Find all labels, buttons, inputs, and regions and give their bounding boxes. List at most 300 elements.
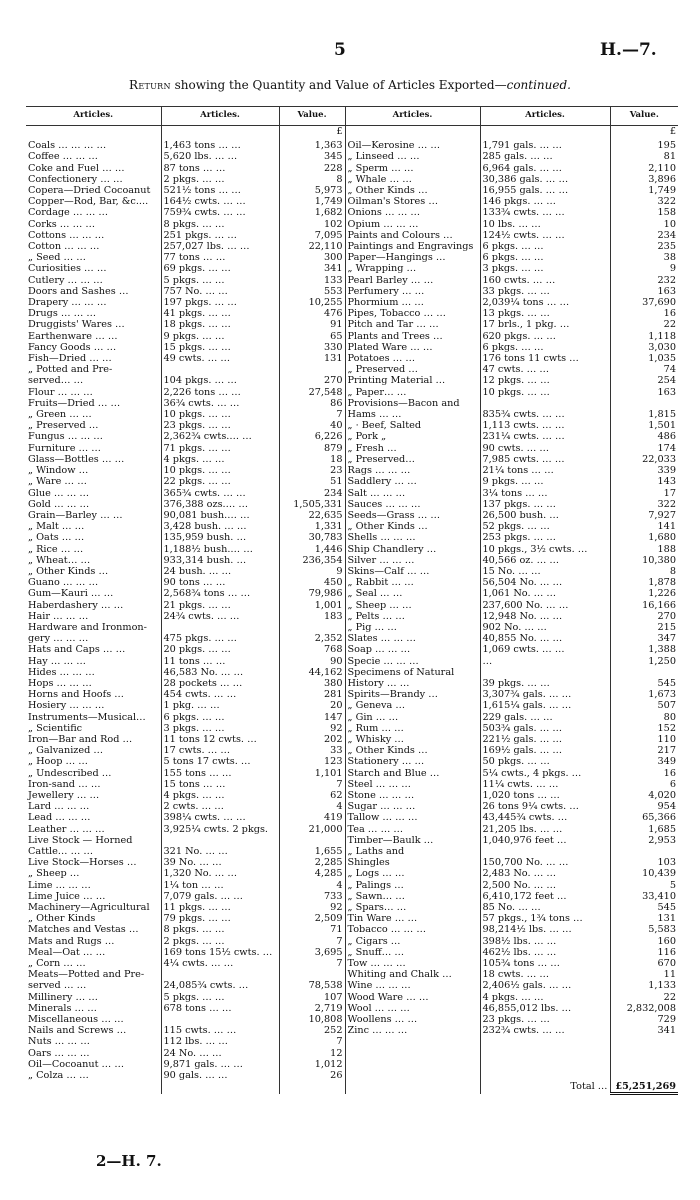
article-value: 183 bbox=[279, 611, 345, 622]
article-name: Soap … … … bbox=[345, 644, 480, 655]
article-quantity: 40,855 No. … … bbox=[480, 633, 610, 644]
article-name: Furniture … … bbox=[28, 442, 101, 454]
article-name bbox=[345, 1036, 480, 1047]
article-quantity: 3¼ tons … … bbox=[480, 488, 610, 499]
article-quantity: 21 pkgs. … … bbox=[161, 600, 279, 611]
article-name: „ Sheep … bbox=[28, 868, 80, 880]
article-quantity: 1,615¼ gals. … … bbox=[480, 700, 610, 711]
article-quantity: 257,027 lbs. … … bbox=[161, 241, 279, 252]
table-row bbox=[26, 185, 678, 196]
page-number: 5 bbox=[334, 40, 346, 60]
table-row bbox=[26, 611, 678, 622]
article-name: Coals … … … … bbox=[28, 140, 107, 152]
article-value: 7 bbox=[279, 779, 345, 790]
article-name: Zinc … … … bbox=[345, 1025, 480, 1036]
article-quantity: 321 No. … … bbox=[161, 846, 279, 857]
article-quantity bbox=[480, 1059, 610, 1070]
article-value: 38 bbox=[610, 252, 678, 263]
article-quantity: 24¾ cwts. … … bbox=[161, 611, 279, 622]
article-name: „ Cigars … bbox=[345, 936, 480, 947]
article-name: Paints and Colours … bbox=[345, 230, 480, 241]
article-quantity: 7,985 cwts. … … bbox=[480, 454, 610, 465]
article-name: Horns and Hoofs … bbox=[28, 689, 124, 701]
article-name: „ Pig … … bbox=[345, 622, 480, 633]
article-quantity: 5 tons 17 cwts. … bbox=[161, 756, 279, 767]
article-name: Tow … … … bbox=[345, 958, 480, 969]
article-name: Hams … … bbox=[345, 409, 480, 420]
article-quantity: 57 pkgs., 1¾ tons … bbox=[480, 913, 610, 924]
article-value: 1,501 bbox=[610, 420, 678, 431]
article-quantity: 5 pkgs. … … bbox=[161, 992, 279, 1003]
article-name: Matches and Vestas … bbox=[28, 924, 139, 936]
article-value: 80 bbox=[610, 712, 678, 723]
table-row bbox=[26, 353, 678, 364]
table-row bbox=[26, 992, 678, 1003]
article-name: Specimens of Natural bbox=[345, 667, 480, 678]
article-value: 8 bbox=[610, 566, 678, 577]
table-row bbox=[26, 600, 678, 611]
article-value: 158 bbox=[610, 207, 678, 218]
article-quantity: 11 tons … … bbox=[161, 656, 279, 667]
article-quantity: 17 brls., 1 pkg. … bbox=[480, 319, 610, 330]
article-value: 270 bbox=[610, 611, 678, 622]
article-name: „ Seed … … bbox=[28, 252, 86, 264]
article-name: Earthenware … … bbox=[28, 330, 118, 342]
article-quantity bbox=[161, 364, 279, 375]
article-name: Spirits—Brandy … bbox=[345, 689, 480, 700]
article-quantity: 9,871 gals. … … bbox=[161, 1059, 279, 1070]
table-row bbox=[26, 342, 678, 353]
article-name: „ Potted and Pre- bbox=[28, 364, 113, 376]
article-value: 22 bbox=[610, 319, 678, 330]
article-value: 110 bbox=[610, 734, 678, 745]
article-name: „ Fresh … bbox=[345, 443, 480, 454]
article-value: 7,095 bbox=[279, 230, 345, 241]
article-name: „ Preserved … bbox=[28, 420, 99, 432]
article-name: „ Gin … … bbox=[345, 712, 480, 723]
article-value: 10 bbox=[610, 219, 678, 230]
article-quantity: 71 pkgs. … … bbox=[161, 443, 279, 454]
article-quantity: 398¼ cwts. … … bbox=[161, 812, 279, 823]
article-value: 22,635 bbox=[279, 510, 345, 521]
article-name: Lime … … … bbox=[28, 879, 91, 891]
article-value: 9 bbox=[279, 566, 345, 577]
article-value: 733 bbox=[279, 891, 345, 902]
article-name: Cutlery … … … bbox=[28, 274, 103, 286]
article-quantity bbox=[480, 398, 610, 409]
article-value: 234 bbox=[610, 230, 678, 241]
article-name: Confectionery … … bbox=[28, 173, 123, 185]
article-name: Curiosities … … bbox=[28, 263, 107, 275]
article-name: Doors and Sashes … bbox=[28, 285, 129, 297]
table-row bbox=[26, 555, 678, 566]
article-name: Lime Juice … … bbox=[28, 890, 106, 902]
table-row bbox=[26, 712, 678, 723]
article-value: 22,033 bbox=[610, 454, 678, 465]
article-value: 16 bbox=[610, 768, 678, 779]
table-row bbox=[26, 1036, 678, 1047]
article-value bbox=[610, 1059, 678, 1070]
article-name: served… … bbox=[28, 375, 84, 387]
table-row bbox=[26, 331, 678, 342]
article-name: Hats and Caps … … bbox=[28, 644, 126, 656]
article-name: Skins—Calf … … bbox=[345, 566, 480, 577]
article-quantity: 1,463 tons … … bbox=[161, 137, 279, 151]
article-quantity: 232¾ cwts. … … bbox=[480, 1025, 610, 1036]
table-row bbox=[26, 824, 678, 835]
table-row bbox=[26, 297, 678, 308]
article-name: Iron—Bar and Rod … bbox=[28, 733, 133, 745]
article-value bbox=[610, 667, 678, 678]
article-name: Rags … … … bbox=[345, 465, 480, 476]
article-quantity bbox=[161, 835, 279, 846]
article-name: Shells … … … bbox=[345, 532, 480, 543]
article-name: Whiting and Chalk … bbox=[345, 969, 480, 980]
article-quantity: 11 pkgs. … … bbox=[161, 902, 279, 913]
table-row bbox=[26, 443, 678, 454]
article-quantity: 2,568¾ tons … … bbox=[161, 588, 279, 599]
article-quantity: 1,020 tons … … bbox=[480, 790, 610, 801]
article-name: Wine … … … bbox=[345, 980, 480, 991]
article-quantity: 365¾ cwts. … … bbox=[161, 488, 279, 499]
article-value: 26 bbox=[279, 1070, 345, 1081]
article-value bbox=[610, 1070, 678, 1081]
table-row bbox=[26, 745, 678, 756]
article-value: £ bbox=[610, 126, 678, 138]
article-value: 20 bbox=[279, 700, 345, 711]
table-row bbox=[26, 1059, 678, 1070]
table-row bbox=[26, 420, 678, 431]
column-header-quantity: Articles. bbox=[161, 107, 279, 126]
article-quantity: 26,500 bush. … bbox=[480, 510, 610, 521]
article-value: 281 bbox=[279, 689, 345, 700]
article-name: „ Other Kinds … bbox=[345, 185, 480, 196]
article-value: 4,020 bbox=[610, 790, 678, 801]
article-name: Stationery … … bbox=[345, 756, 480, 767]
article-name: Fruits—Dried … … bbox=[28, 397, 121, 409]
table-row bbox=[26, 431, 678, 442]
article-quantity: 12 pkgs. … … bbox=[480, 375, 610, 386]
article-name: Ship Chandlery … bbox=[345, 544, 480, 555]
article-value: 33,410 bbox=[610, 891, 678, 902]
article-quantity: 1,791 gals. … … bbox=[480, 137, 610, 151]
article-name: „ Sheep … … bbox=[345, 600, 480, 611]
article-quantity: 50 pkgs. … … bbox=[480, 756, 610, 767]
article-value: 8 bbox=[279, 174, 345, 185]
article-value: 3,030 bbox=[610, 342, 678, 353]
article-quantity: 9 pkgs. … … bbox=[480, 476, 610, 487]
article-quantity: 10 pkgs. … … bbox=[161, 465, 279, 476]
article-name bbox=[345, 1048, 480, 1059]
article-value: 1,331 bbox=[279, 521, 345, 532]
table-row bbox=[26, 308, 678, 319]
article-quantity: 146 pkgs. … … bbox=[480, 196, 610, 207]
article-quantity: 6 pkgs. … … bbox=[161, 712, 279, 723]
article-value: 235 bbox=[610, 241, 678, 252]
article-value: 163 bbox=[610, 387, 678, 398]
article-value: 10,255 bbox=[279, 297, 345, 308]
footer-signature: 2—H. 7. bbox=[96, 1152, 162, 1170]
article-quantity bbox=[480, 667, 610, 678]
article-name bbox=[345, 1059, 480, 1070]
article-name: Pearl Barley … … bbox=[345, 275, 480, 286]
article-quantity: 22 pkgs. … … bbox=[161, 476, 279, 487]
article-quantity: 521½ tons … … bbox=[161, 185, 279, 196]
article-quantity: 5,620 lbs. … … bbox=[161, 151, 279, 162]
article-quantity: 1 pkg. … … bbox=[161, 700, 279, 711]
article-quantity: 24,085¾ cwts. … bbox=[161, 980, 279, 991]
article-value: 174 bbox=[610, 443, 678, 454]
article-value: 16 bbox=[610, 308, 678, 319]
article-value: 51 bbox=[279, 476, 345, 487]
article-value: 62 bbox=[279, 790, 345, 801]
article-quantity: 757 No. … … bbox=[161, 286, 279, 297]
table-row bbox=[26, 913, 678, 924]
article-quantity: 902 No. … … bbox=[480, 622, 610, 633]
article-name: „ Sperm … … bbox=[345, 163, 480, 174]
article-name: Gold … … … bbox=[28, 498, 90, 510]
article-name: „ Rice … … bbox=[28, 543, 84, 555]
article-quantity: 90 cwts. … … bbox=[480, 443, 610, 454]
column-header-value: Value. bbox=[279, 107, 345, 126]
article-value: 7,927 bbox=[610, 510, 678, 521]
article-name: Oil—Cocoanut … … bbox=[28, 1058, 125, 1070]
article-name: Shingles bbox=[345, 857, 480, 868]
article-value: 78,538 bbox=[279, 980, 345, 991]
table-row bbox=[26, 375, 678, 386]
article-value: 507 bbox=[610, 700, 678, 711]
article-name: „ Malt … … bbox=[28, 521, 85, 533]
article-quantity: 43,445¾ cwts. … bbox=[480, 812, 610, 823]
article-name: Minerals … … bbox=[28, 1002, 97, 1014]
article-value: 1,118 bbox=[610, 331, 678, 342]
title-lead: Return bbox=[129, 78, 171, 92]
article-name: Printing Material … bbox=[345, 375, 480, 386]
article-name: Lead … … … bbox=[28, 812, 91, 824]
article-quantity bbox=[161, 126, 279, 138]
article-value: 322 bbox=[610, 499, 678, 510]
article-name: Fancy Goods … … bbox=[28, 341, 117, 353]
article-quantity: 231¼ cwts. … … bbox=[480, 431, 610, 442]
table-row bbox=[26, 196, 678, 207]
article-name: „ Oats … … bbox=[28, 532, 85, 544]
article-name: Seeds—Grass … … bbox=[345, 510, 480, 521]
article-quantity: 1,069 cwts. … … bbox=[480, 644, 610, 655]
article-value: 322 bbox=[610, 196, 678, 207]
article-name: „ Palings … bbox=[345, 880, 480, 891]
article-quantity: 164½ cwts. … … bbox=[161, 196, 279, 207]
article-name: „ Whisky … bbox=[345, 734, 480, 745]
article-name: „ Undescribed … bbox=[28, 767, 112, 779]
article-quantity: 221½ gals. … … bbox=[480, 734, 610, 745]
table-row bbox=[26, 857, 678, 868]
article-value: 12 bbox=[279, 1048, 345, 1059]
article-quantity: 90 gals. … … bbox=[161, 1070, 279, 1081]
table-row bbox=[26, 398, 678, 409]
article-name: „ Other Kinds … bbox=[345, 521, 480, 532]
column-header-value-right: Value. bbox=[610, 107, 678, 126]
article-value: 18 bbox=[279, 454, 345, 465]
article-quantity bbox=[480, 846, 610, 857]
article-value: 215 bbox=[610, 622, 678, 633]
article-value bbox=[279, 364, 345, 375]
article-name: Miscellaneous … … bbox=[28, 1014, 124, 1026]
table-row bbox=[26, 846, 678, 857]
article-value: 347 bbox=[610, 633, 678, 644]
article-name: Pipes, Tobacco … … bbox=[345, 308, 480, 319]
article-value: 1,035 bbox=[610, 353, 678, 364]
table-row bbox=[26, 835, 678, 846]
article-value bbox=[610, 846, 678, 857]
article-value: 450 bbox=[279, 577, 345, 588]
article-value: 107 bbox=[279, 992, 345, 1003]
article-value: 27,548 bbox=[279, 387, 345, 398]
article-quantity: 11¼ cwts. … … bbox=[480, 779, 610, 790]
table-row bbox=[26, 667, 678, 678]
article-quantity bbox=[480, 126, 610, 138]
article-name: „ Sawn… … bbox=[345, 891, 480, 902]
article-value: 40 bbox=[279, 420, 345, 431]
article-name: „ Laths and bbox=[345, 846, 480, 857]
table-row bbox=[26, 1081, 678, 1094]
article-name: „ Other Kinds … bbox=[345, 745, 480, 756]
table-row bbox=[26, 476, 678, 487]
article-value: 419 bbox=[279, 812, 345, 823]
article-name: Gum—Kauri … … bbox=[28, 588, 114, 600]
article-value: 954 bbox=[610, 801, 678, 812]
article-value: 3,896 bbox=[610, 174, 678, 185]
article-value: 339 bbox=[610, 465, 678, 476]
article-quantity: 137 pkgs. … … bbox=[480, 499, 610, 510]
article-name: Mats and Rugs … bbox=[28, 935, 115, 947]
article-quantity: 160 cwts. … … bbox=[480, 275, 610, 286]
article-value bbox=[610, 1036, 678, 1047]
article-value: 553 bbox=[279, 286, 345, 297]
article-value: 22 bbox=[610, 992, 678, 1003]
article-name: Grain—Barley … … bbox=[28, 509, 123, 521]
article-value: 133 bbox=[279, 275, 345, 286]
table-row bbox=[26, 891, 678, 902]
article-name: Tobacco … … … bbox=[345, 924, 480, 935]
article-value: 10,808 bbox=[279, 1014, 345, 1025]
article-quantity: 46,855,012 lbs. … bbox=[480, 1003, 610, 1014]
article-value: 1,749 bbox=[610, 185, 678, 196]
article-value: 11 bbox=[610, 969, 678, 980]
article-name bbox=[345, 1070, 480, 1081]
article-value: 1,878 bbox=[610, 577, 678, 588]
article-quantity bbox=[161, 1014, 279, 1025]
article-quantity: 150,700 No. … … bbox=[480, 857, 610, 868]
article-quantity: 933,314 bush. … bbox=[161, 555, 279, 566]
article-quantity: 6 pkgs. … … bbox=[480, 342, 610, 353]
article-name: Leather … … … bbox=[28, 823, 105, 835]
article-value: 2,285 bbox=[279, 857, 345, 868]
article-value: 17 bbox=[610, 488, 678, 499]
table-row bbox=[26, 1048, 678, 1059]
article-value: 2,110 bbox=[610, 163, 678, 174]
article-value: 141 bbox=[610, 521, 678, 532]
table-row bbox=[26, 465, 678, 476]
article-quantity: 454 cwts. … … bbox=[161, 689, 279, 700]
table-row bbox=[26, 174, 678, 185]
article-quantity: 835¾ cwts. … … bbox=[480, 409, 610, 420]
article-quantity: 3 pkgs. … … bbox=[161, 723, 279, 734]
article-name: Slates … … … bbox=[345, 633, 480, 644]
article-quantity: 56,504 No. … … bbox=[480, 577, 610, 588]
article-quantity: 24 No. … … bbox=[161, 1048, 279, 1059]
article-name: Paintings and Engravings bbox=[345, 241, 480, 252]
article-value: 1,001 bbox=[279, 600, 345, 611]
table-row bbox=[26, 263, 678, 274]
article-quantity: 759¾ cwts. … … bbox=[161, 207, 279, 218]
table-row bbox=[26, 1025, 678, 1036]
article-value: 234 bbox=[279, 488, 345, 499]
table-row bbox=[26, 779, 678, 790]
article-name: Cordage … … … bbox=[28, 207, 109, 219]
article-value: 4 bbox=[279, 880, 345, 891]
article-value: 1,226 bbox=[610, 588, 678, 599]
table-row bbox=[26, 947, 678, 958]
article-quantity: 6,410,172 feet … bbox=[480, 891, 610, 902]
article-value: 195 bbox=[610, 137, 678, 151]
article-quantity: 253 pkgs. … … bbox=[480, 532, 610, 543]
article-name: Onions … … … bbox=[345, 207, 480, 218]
article-quantity: 36¾ cwts. … … bbox=[161, 398, 279, 409]
article-quantity: 2 cwts. … … bbox=[161, 801, 279, 812]
article-name: Corks … … … bbox=[28, 218, 96, 230]
article-name: Stone … … … bbox=[345, 790, 480, 801]
article-value: 23 bbox=[279, 465, 345, 476]
article-name bbox=[345, 1081, 480, 1094]
article-value: 74 bbox=[610, 364, 678, 375]
article-value: 131 bbox=[279, 353, 345, 364]
article-name bbox=[345, 126, 480, 138]
article-value: 217 bbox=[610, 745, 678, 756]
article-quantity: … bbox=[480, 656, 610, 667]
article-value: 341 bbox=[610, 1025, 678, 1036]
table-row bbox=[26, 969, 678, 980]
article-name: „ Snuff… … bbox=[345, 947, 480, 958]
title-continued: continued. bbox=[506, 78, 571, 92]
article-quantity: 17 cwts. … … bbox=[161, 745, 279, 756]
article-quantity: 237,600 No. … … bbox=[480, 600, 610, 611]
article-name: Tallow … … … bbox=[345, 812, 480, 823]
article-quantity: 112 lbs. … … bbox=[161, 1036, 279, 1047]
article-name: „ Colza … … bbox=[28, 1070, 89, 1082]
article-value: 1,363 bbox=[279, 137, 345, 151]
article-quantity: 87 tons … … bbox=[161, 163, 279, 174]
article-value: 879 bbox=[279, 443, 345, 454]
article-value bbox=[279, 1081, 345, 1094]
article-quantity: 47 cwts. … … bbox=[480, 364, 610, 375]
article-quantity: 1,040,976 feet … bbox=[480, 835, 610, 846]
article-value: 202 bbox=[279, 734, 345, 745]
article-value: 2,953 bbox=[610, 835, 678, 846]
article-quantity: 104 pkgs. … … bbox=[161, 375, 279, 386]
table-row bbox=[26, 252, 678, 263]
article-value: 33 bbox=[279, 745, 345, 756]
table-row bbox=[26, 936, 678, 947]
page-title bbox=[0, 78, 700, 92]
article-quantity: 18 pkgs. … … bbox=[161, 319, 279, 330]
table-row bbox=[26, 700, 678, 711]
article-quantity: 678 tons … … bbox=[161, 1003, 279, 1014]
article-value: 102 bbox=[279, 219, 345, 230]
article-quantity: 6 pkgs. … … bbox=[480, 252, 610, 263]
article-value: 236,354 bbox=[279, 555, 345, 566]
article-name: „ Rum … … bbox=[345, 723, 480, 734]
article-name: „ Pelts … … bbox=[345, 611, 480, 622]
